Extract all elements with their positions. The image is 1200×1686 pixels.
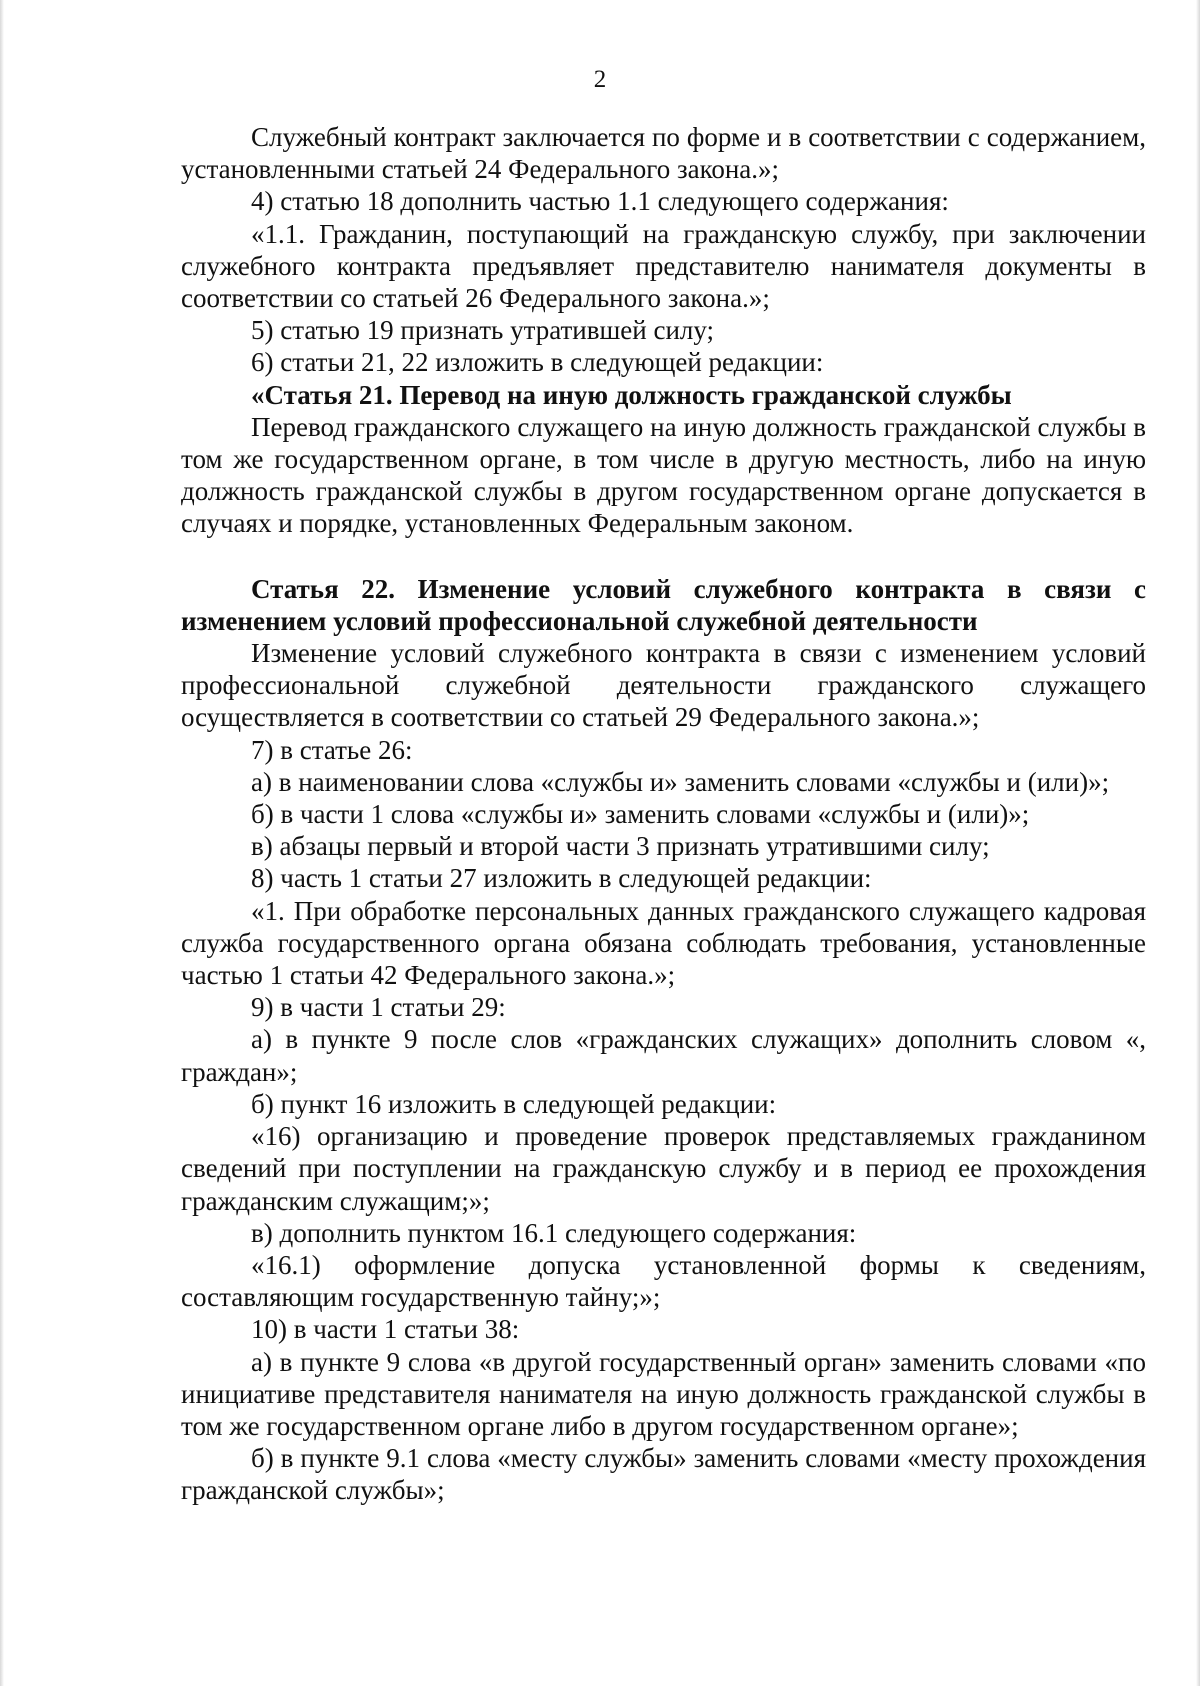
paragraph-point-16-text: «16) организацию и проведение проверок представляемых гражданином сведений при поступлении на гражданскую службу и в период ее прохождения гражданским служащим;»;	[181, 1121, 1146, 1216]
page-number: 2	[593, 66, 607, 93]
document-body	[181, 121, 1146, 1507]
paragraph-item-9a: а) в пункте 9 после слов «гражданских служащих» дополнить словом «, граждан»;	[181, 1024, 1146, 1087]
article-22-heading: Статья 22. Изменение условий служебного контракта в связи с изменением условий профессиональной служебной деятельности	[181, 573, 1146, 636]
paragraph-item-6: 6) статьи 21, 22 изложить в следующей редакции:	[251, 347, 824, 378]
paragraph-item-5: 5) статью 19 признать утратившей силу;	[251, 315, 715, 346]
paragraph-item-9v: в) дополнить пунктом 16.1 следующего содержания:	[251, 1217, 857, 1248]
paragraph-item-7a: а) в наименовании слова «службы и» заменить словами «службы и (или)»;	[251, 766, 1110, 797]
paragraph-item-7b: б) в части 1 слова «службы и» заменить словами «службы и (или)»;	[251, 799, 1030, 830]
paragraph-part-1-text: «1. При обработке персональных данных гражданского служащего кадровая служба государственного органа обязана соблюдать требования, установленные частью 1 статьи 42 Федерального закона.»;	[181, 895, 1146, 991]
article-21-heading: «Статья 21. Перевод на иную должность гражданской службы	[251, 379, 1012, 410]
article-22-text: Изменение условий служебного контракта в связи с изменением условий профессиональной служебной деятельности гражданского служащего осуществляется в соответствии со статьей 29 Федерального закона.»;	[181, 638, 1146, 733]
paragraph-item-10a: а) в пункте 9 слова «в другой государственный орган» заменить словами «по инициативе представителя нанимателя на иную должность гражданской службы в том же государственном органе либо в другом государственном органе»;	[181, 1346, 1146, 1441]
paragraph-point-16-1-text: «16.1) оформление допуска установленной формы к сведениям, составляющим государственную тайну;»;	[181, 1249, 1146, 1313]
paragraph-item-4: 4) статью 18 дополнить частью 1.1 следующего содержания:	[251, 186, 949, 217]
paragraph-item-8: 8) часть 1 статьи 27 изложить в следующей редакции:	[251, 863, 872, 894]
paragraph-item-7v: в) абзацы первый и второй части 3 признать утратившими силу;	[251, 831, 990, 862]
scan-edge-right	[1196, 0, 1200, 1686]
scan-edge-left	[0, 0, 4, 1686]
paragraph-item-10b: б) в пункте 9.1 слова «месту службы» заменить словами «месту прохождения гражданской службы»;	[181, 1443, 1146, 1506]
paragraph-item-9: 9) в части 1 статьи 29:	[251, 992, 506, 1023]
paragraph-contract-form: Служебный контракт заключается по форме и в соответствии с содержанием, установленными статьей 24 Федерального закона.»;	[181, 122, 1146, 185]
paragraph-item-7: 7) в статье 26:	[251, 734, 413, 765]
article-21-text: Перевод гражданского служащего на иную должность гражданской службы в том же государственном органе, в том числе в другую местность, либо на иную должность гражданской службы в другом государственном органе допускается в случаях и порядке, установленных Федеральным законом.	[181, 411, 1146, 539]
paragraph-item-10: 10) в части 1 статьи 38:	[251, 1314, 520, 1345]
paragraph-part-1-1: «1.1. Гражданин, поступающий на гражданскую службу, при заключении служебного контракта предъявляет представителю нанимателя документы в соответствии со статьей 26 Федерального закона.»;	[181, 218, 1146, 314]
paragraph-item-9b: б) пункт 16 изложить в следующей редакции:	[251, 1088, 777, 1119]
